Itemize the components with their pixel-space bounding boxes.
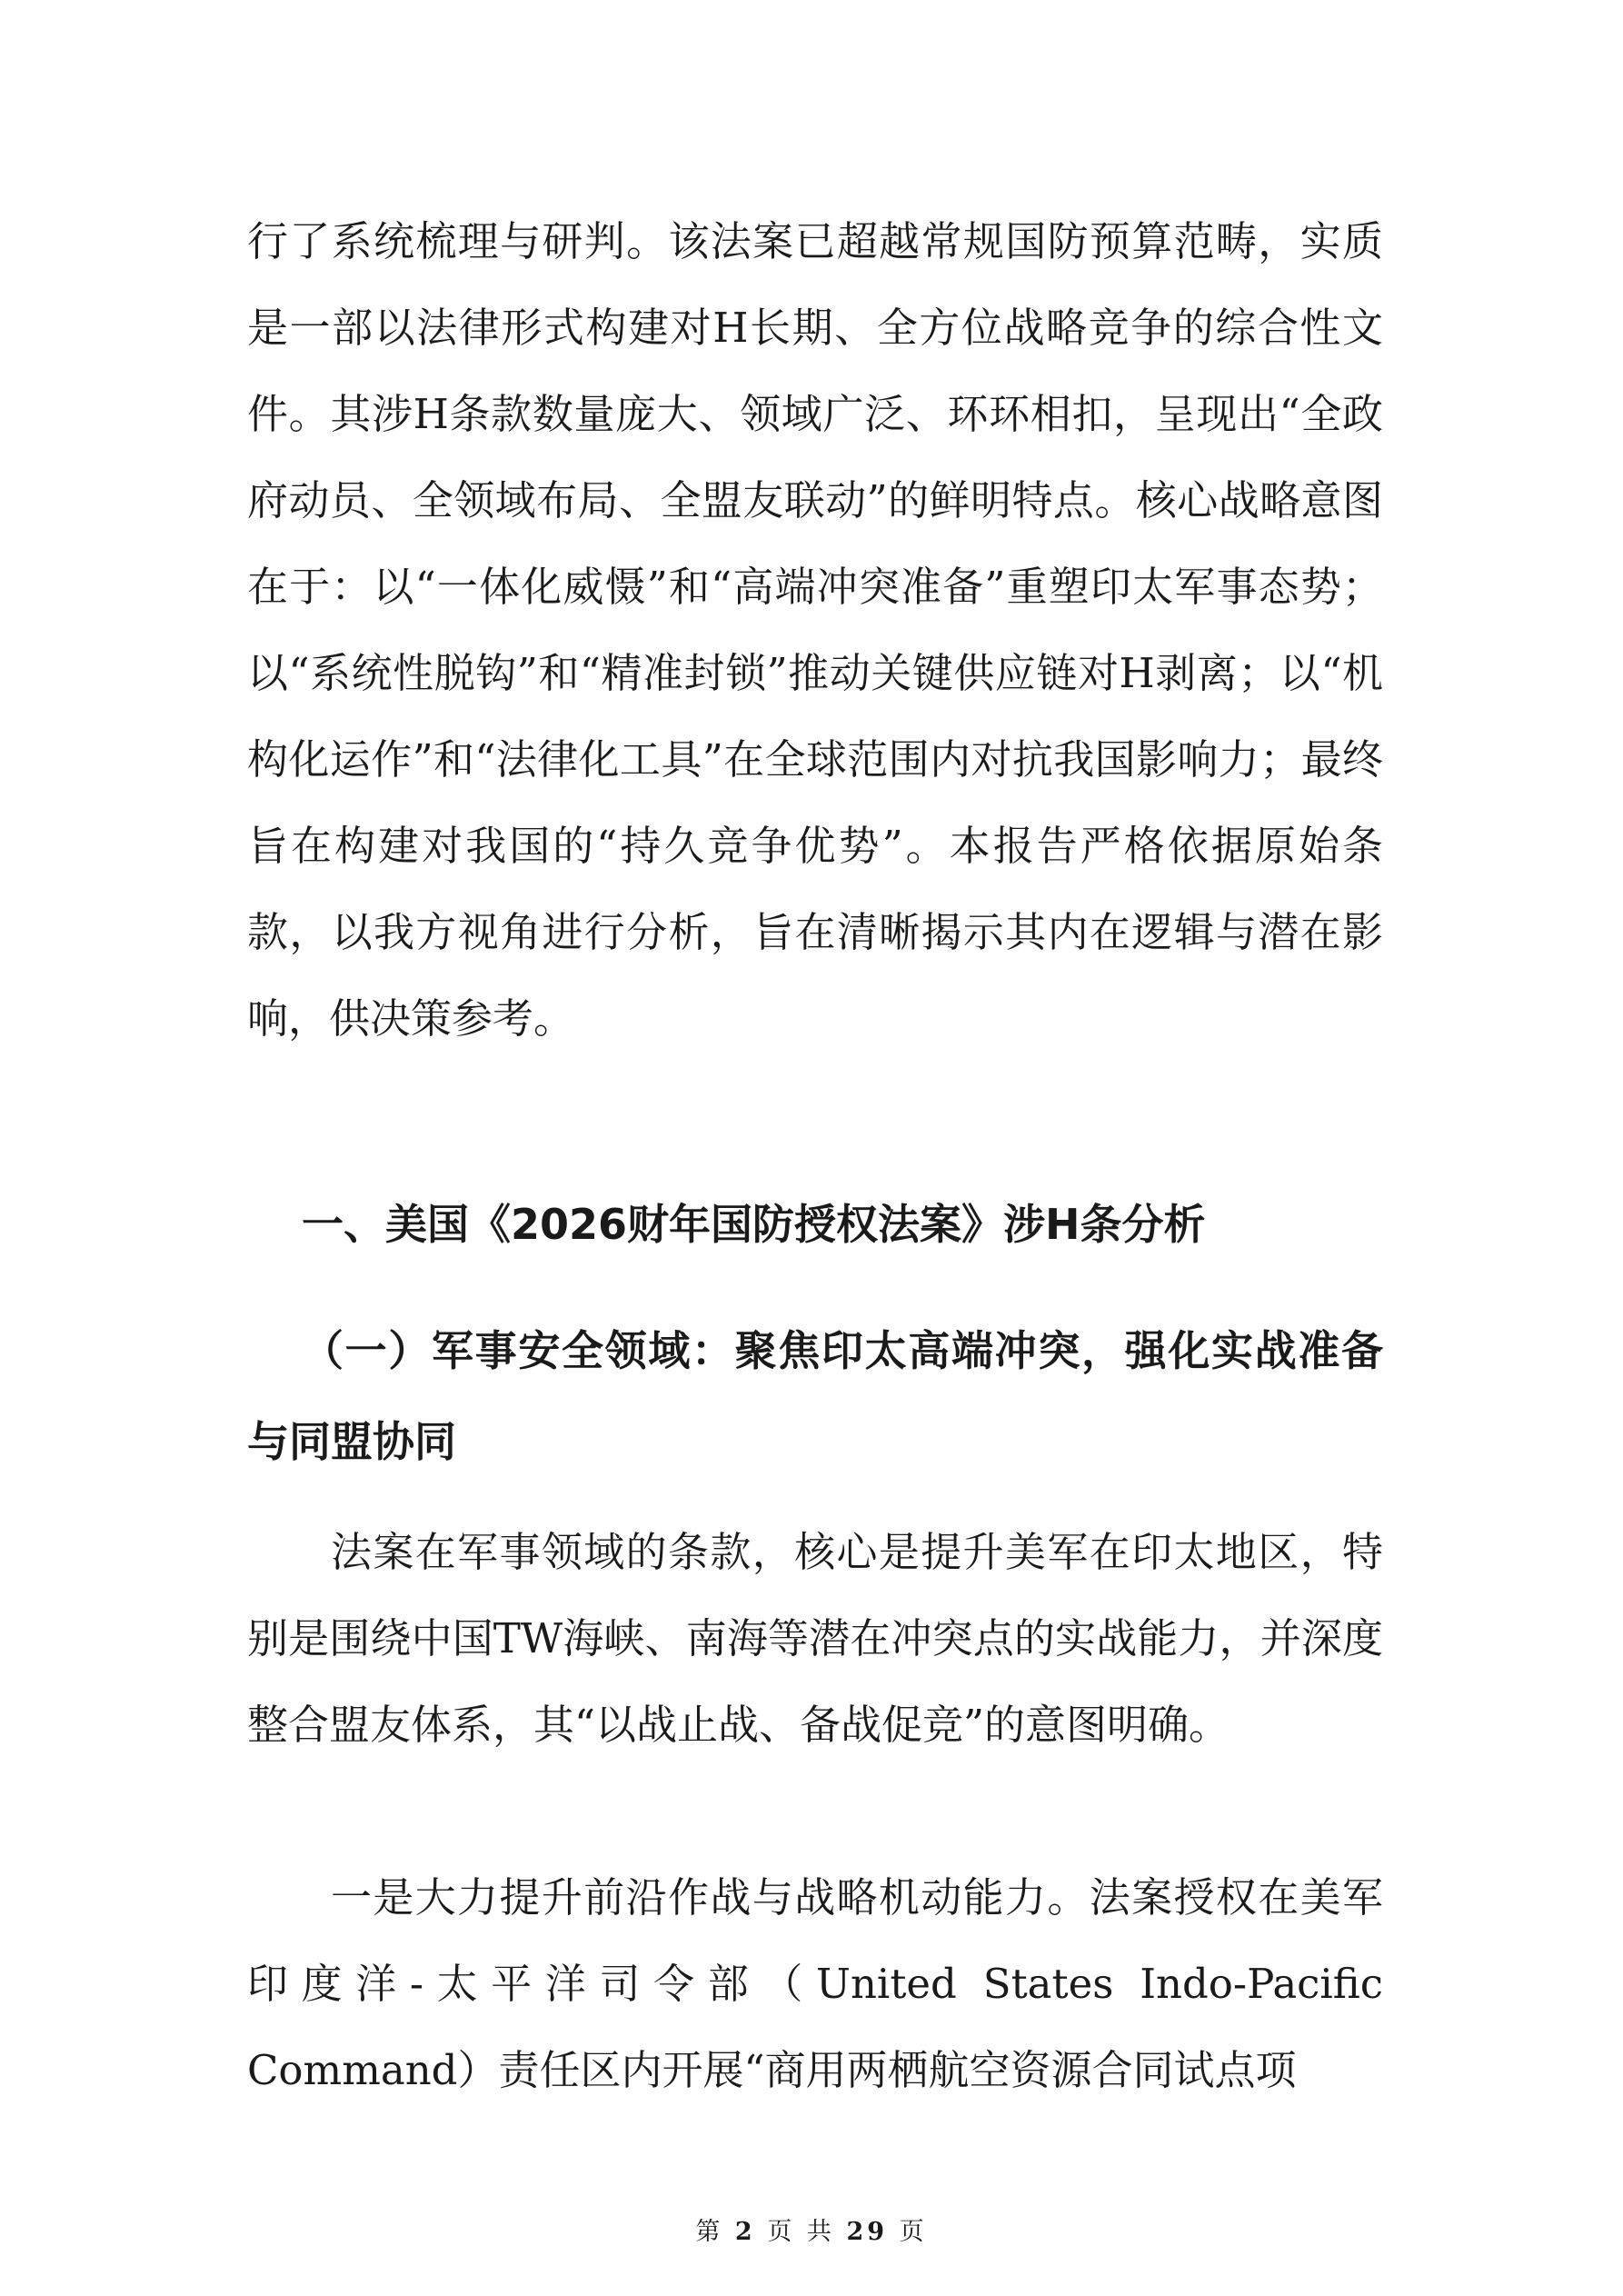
footer-suffix: 页: [899, 2218, 928, 2246]
paragraph-point-one: 一是大力提升前沿作战与战略机动能力。法案授权在美军印度洋-太平洋司令部（United States Indo-Pacific Command）责任区内开展“商用两栖航空资源合同试点项: [247, 1873, 1383, 2094]
current-page-number: 2: [734, 2218, 756, 2246]
section-heading: 一、美国《2026财年国防授权法案》涉H条分析: [302, 1200, 1206, 1249]
total-pages-number: 29: [846, 2218, 889, 2246]
paragraph-military-intro: 法案在军事领域的条款，核心是提升美军在印太地区，特别是围绕中国TW海峡、南海等潜在冲突点的实战能力，并深度整合盟友体系，其“以战止战、备战促竞”的意图明确。: [247, 1528, 1383, 1749]
paragraph-intro-continuation: 行了系统梳理与研判。该法案已超越常规国防预算范畴，实质是一部以法律形式构建对H长期、全方位战略竞争的综合性文件。其涉H条款数量庞大、领域广泛、环环相扣，呈现出“全政府动员、全领域布局、全盟友联动”的鲜明特点。核心战略意图在于：以“一体化威慑”和“高端冲突准备”重塑印太军事态势；以“系统性脱钩”和“精准封锁”推动关键供应链对H剥离；以“机构化运作”和“法律化工具”在全球范围内对抗我国影响力；最终旨在构建对我国的“持久竞争优势”。本报告严格依据原始条款，以我方视角进行分析，旨在清晰揭示其内在逻辑与潜在影响，供决策参考。: [247, 217, 1383, 1043]
footer-middle: 页 共: [767, 2218, 835, 2246]
page-footer: [0, 2214, 1623, 2251]
subsection-heading: （一）军事安全领域：聚焦印太高端冲突，强化实战准备与同盟协同: [247, 1326, 1383, 1466]
footer-prefix: 第: [695, 2218, 724, 2246]
